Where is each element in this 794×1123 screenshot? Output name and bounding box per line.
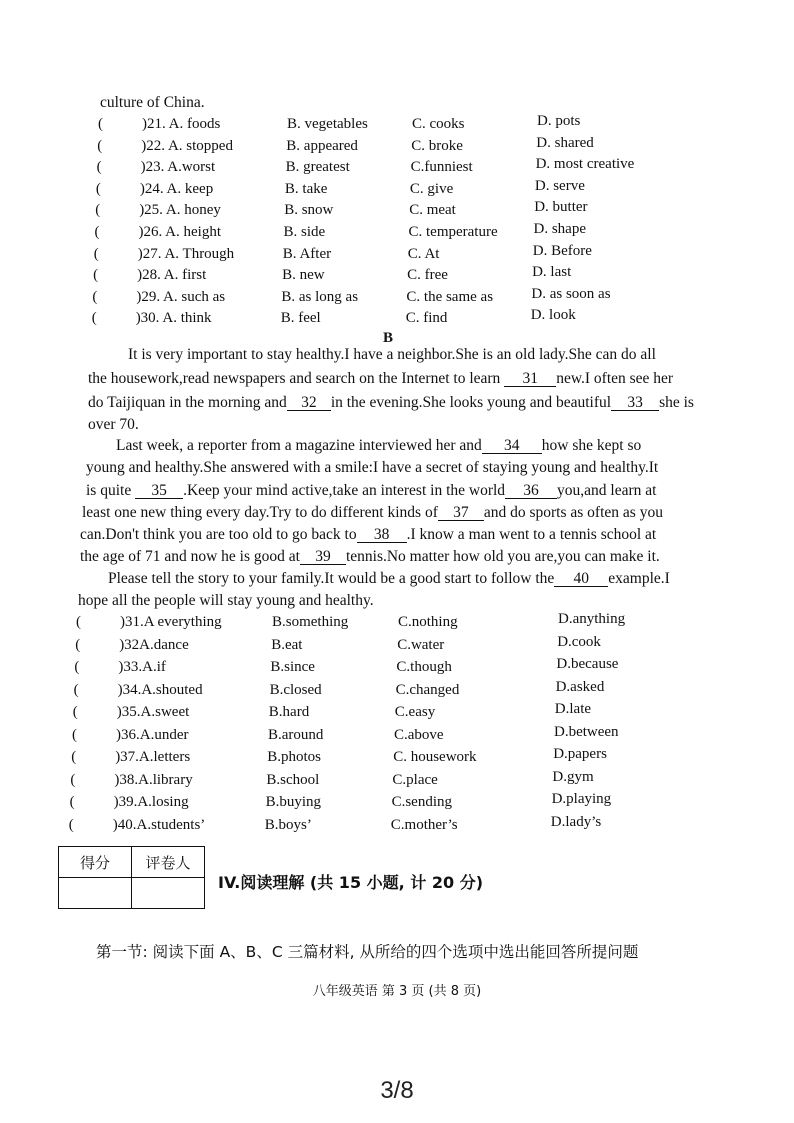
- answer-paren[interactable]: (: [96, 159, 102, 176]
- passage-line: the housework,read newspapers and search on the Internet to learn 31 new.I often see her: [88, 370, 674, 387]
- option-b: B. new: [282, 267, 325, 284]
- option-c: C.above: [394, 726, 444, 743]
- blank-36: 36: [505, 483, 557, 499]
- blank-39: 39: [300, 549, 346, 565]
- option-c: C.easy: [394, 704, 436, 720]
- option-b: B.buying: [265, 794, 322, 810]
- question-option-a: )36.A.under: [116, 726, 189, 743]
- option-c: C.changed: [395, 681, 460, 698]
- option-b: B.boys’: [264, 816, 312, 833]
- option-b: B. vegetables: [287, 116, 368, 132]
- answer-paren[interactable]: (: [75, 636, 81, 653]
- blank-33: 33: [611, 395, 659, 411]
- answer-paren[interactable]: (: [95, 180, 101, 197]
- question-option-a: )29. A. such as: [136, 288, 226, 305]
- answer-paren[interactable]: (: [73, 681, 79, 698]
- option-d: D. most creative: [535, 156, 635, 173]
- option-c: C.funniest: [410, 159, 473, 176]
- blank-37: 37: [438, 505, 484, 521]
- grader-label: 评卷人: [132, 847, 205, 878]
- option-b: B. After: [282, 245, 332, 262]
- passage-line: over 70.: [88, 416, 139, 433]
- answer-paren[interactable]: (: [98, 116, 103, 132]
- grader-cell[interactable]: [132, 878, 205, 909]
- question-option-a: )37.A.letters: [115, 749, 191, 765]
- question-option-a: )33.A.if: [118, 659, 166, 675]
- option-b: B.around: [268, 726, 324, 743]
- answer-paren[interactable]: (: [70, 771, 76, 788]
- option-c: C. free: [407, 267, 448, 284]
- score-label: 得分: [59, 847, 132, 878]
- score-cell[interactable]: [59, 878, 132, 909]
- option-c: C. meat: [409, 202, 456, 219]
- option-d: D. last: [532, 264, 572, 281]
- option-d: D. as soon as: [531, 285, 611, 302]
- option-d: D.because: [556, 656, 619, 672]
- answer-paren[interactable]: (: [68, 816, 74, 833]
- question-option-a: )22. A. stopped: [141, 137, 233, 154]
- option-b: B.eat: [271, 636, 303, 653]
- option-b: B. take: [284, 180, 328, 197]
- question-option-a: )23. A.worst: [140, 159, 216, 176]
- question-option-a: )21. A. foods: [142, 116, 221, 132]
- option-d: D. shape: [533, 221, 586, 237]
- option-b: B. appeared: [286, 137, 358, 154]
- option-c: C.mother’s: [390, 816, 458, 833]
- option-d: D.lady’s: [550, 813, 602, 830]
- option-b: B.hard: [268, 704, 310, 720]
- passage-line: do Taijiquan in the morning and 32 in the evening.She looks young and beautiful 33 she is: [88, 394, 694, 411]
- option-b: B.something: [272, 614, 349, 630]
- answer-paren[interactable]: (: [94, 224, 100, 240]
- blank-31: 31: [504, 371, 556, 387]
- option-d: D.playing: [551, 791, 612, 807]
- answer-paren[interactable]: (: [93, 267, 99, 284]
- option-b: B.photos: [267, 749, 321, 765]
- option-d: D.papers: [553, 746, 607, 762]
- option-d: D. serve: [534, 177, 585, 194]
- part-title: IV.阅读理解 (共 15 小题, 计 20 分): [218, 873, 484, 892]
- option-c: C. cooks: [412, 116, 465, 132]
- option-d: D. butter: [534, 199, 588, 216]
- option-b: B.school: [266, 771, 320, 788]
- blank-35: 35: [135, 483, 183, 499]
- answer-paren[interactable]: (: [76, 614, 81, 630]
- option-d: D. shared: [536, 134, 594, 151]
- option-c: C.sending: [391, 794, 453, 810]
- question-option-a: )25. A. honey: [139, 202, 221, 219]
- option-d: D.cook: [557, 633, 601, 650]
- option-b: B. snow: [284, 202, 334, 219]
- option-b: B.closed: [269, 681, 322, 698]
- blank-32: 32: [287, 395, 331, 411]
- passage-line: hope all the people will stay young and healthy.: [78, 592, 374, 609]
- question-option-a: )24. A. keep: [139, 180, 214, 197]
- option-d: D. look: [530, 307, 576, 324]
- score-box: [58, 846, 205, 909]
- option-c: C.though: [396, 659, 452, 675]
- option-d: D.gym: [552, 768, 594, 785]
- passage-line: Last week, a reporter from a magazine interviewed her and 34 how she kept so: [116, 437, 642, 454]
- option-c: C. the same as: [406, 288, 494, 305]
- option-d: D. pots: [537, 113, 581, 129]
- option-c: C. housework: [393, 749, 477, 765]
- option-c: C. At: [407, 245, 440, 262]
- section-b-heading: B: [383, 330, 394, 346]
- question-option-a: )30. A. think: [135, 310, 212, 327]
- option-b: B. greatest: [285, 159, 350, 176]
- question-option-a: )26. A. height: [138, 224, 221, 240]
- question-option-a: )32A.dance: [119, 636, 189, 653]
- question-option-a: )35.A.sweet: [116, 704, 190, 720]
- page-indicator: 3/8: [380, 1077, 414, 1104]
- option-c: C.place: [392, 771, 438, 788]
- option-d: D.between: [554, 723, 619, 740]
- option-d: D.late: [554, 701, 592, 717]
- passage-line: the age of 71 and now he is good at 39 tennis.No matter how old you are,you can make it.: [80, 548, 660, 565]
- question-option-a: )38.A.library: [114, 771, 193, 788]
- question-option-a: )40.A.students’: [112, 816, 206, 833]
- answer-paren[interactable]: (: [97, 137, 103, 154]
- blank-34: 34: [482, 438, 542, 454]
- option-c: C. give: [409, 180, 454, 197]
- passage-line: It is very important to stay healthy.I have a neighbor.She is an old lady.She can do all: [128, 346, 656, 363]
- question-option-a: )28. A. first: [137, 267, 207, 284]
- answer-paren[interactable]: (: [69, 794, 75, 810]
- intro-line: culture of China.: [100, 94, 205, 111]
- option-b: B. side: [283, 224, 326, 240]
- option-c: C. find: [405, 310, 448, 327]
- passage-line: young and healthy.She answered with a smile:I have a secret of staying young and healthy.It: [86, 459, 659, 476]
- option-c: C. temperature: [408, 224, 498, 240]
- answer-paren[interactable]: (: [74, 659, 80, 675]
- answer-paren[interactable]: (: [91, 310, 97, 327]
- answer-paren[interactable]: (: [92, 288, 98, 305]
- blank-40: 40: [554, 571, 608, 587]
- question-option-a: )39.A.losing: [113, 794, 189, 810]
- answer-paren[interactable]: (: [72, 726, 77, 743]
- option-c: C. broke: [411, 137, 463, 154]
- passage-line: is quite 35 .Keep your mind active,take an interest in the world 36 you,and learn at: [86, 482, 657, 499]
- passage-line: can.Don't think you are too old to go back to 38 .I know a man went to a tennis school at: [80, 526, 657, 543]
- answer-paren[interactable]: (: [93, 245, 99, 262]
- passage-line: Please tell the story to your family.It would be a good start to follow the 40 example.I: [108, 570, 670, 587]
- option-b: B. feel: [280, 310, 321, 327]
- answer-paren[interactable]: (: [95, 202, 101, 219]
- page-footer: 八年级英语 第 3 页 (共 8 页): [312, 984, 482, 999]
- option-b: B.since: [270, 659, 315, 675]
- passage-line: least one new thing every day.Try to do different kinds of 37 and do sports as often as you: [82, 504, 663, 521]
- section-instructions: 第一节: 阅读下面 A、B、C 三篇材料, 从所给的四个选项中选出能回答所提问题: [96, 943, 639, 961]
- option-d: D. Before: [532, 242, 592, 259]
- option-c: C.nothing: [398, 614, 458, 630]
- question-option-a: )27. A. Through: [137, 245, 235, 262]
- option-b: B. as long as: [281, 288, 359, 305]
- option-c: C.water: [397, 636, 445, 653]
- answer-paren[interactable]: (: [71, 749, 77, 765]
- blank-38: 38: [357, 527, 407, 543]
- option-d: D.anything: [558, 611, 626, 627]
- question-option-a: )34.A.shouted: [117, 681, 203, 698]
- question-option-a: )31.A everything: [120, 614, 222, 630]
- answer-paren[interactable]: (: [72, 704, 78, 720]
- option-d: D.asked: [555, 678, 605, 695]
